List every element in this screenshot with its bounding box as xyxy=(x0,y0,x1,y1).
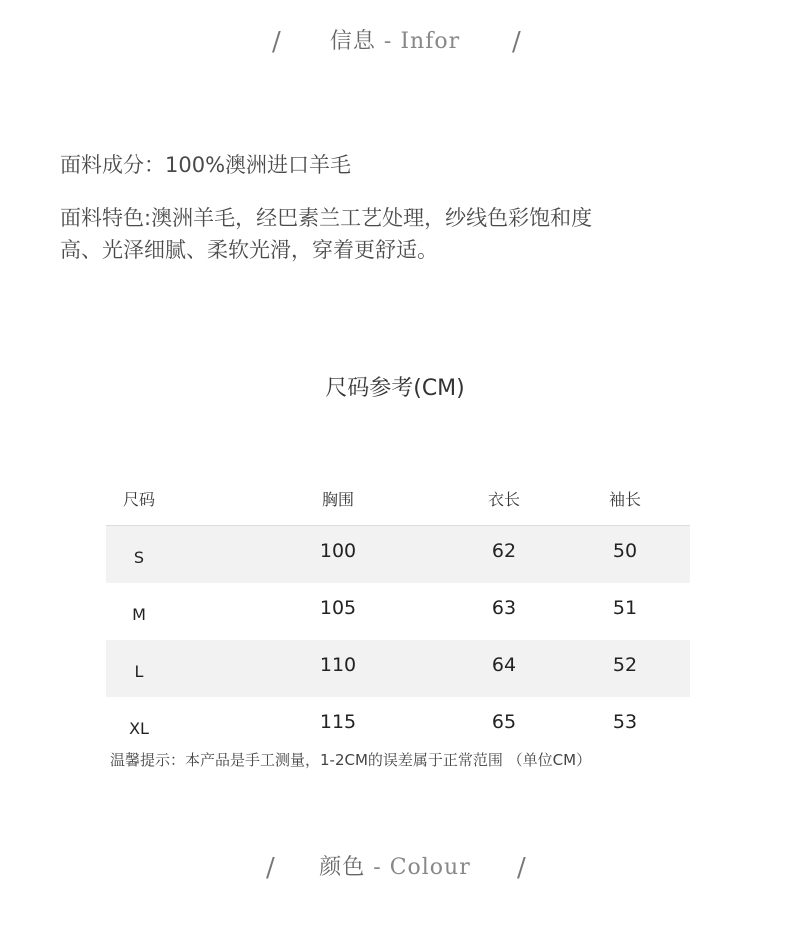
header-length: 衣长 xyxy=(487,490,520,509)
colour-section-heading xyxy=(0,848,790,888)
info-section-heading xyxy=(0,22,790,62)
heading-slash-left: / xyxy=(266,853,275,883)
heading-slash-right: / xyxy=(517,853,526,883)
colour-heading-en: Colour xyxy=(389,855,471,880)
sleeve-value: 50 xyxy=(612,540,638,562)
chest-value: 115 xyxy=(319,711,357,733)
size-value: M xyxy=(132,605,146,624)
chest-value: 100 xyxy=(319,540,357,562)
length-value: 63 xyxy=(491,597,517,619)
header-chest: 胸围 xyxy=(321,490,354,509)
size-chart-title: 尺码参考(CM) xyxy=(325,376,465,401)
fabric-feature-line-2: 高、光泽细腻、柔软光滑，穿着更舒适。 xyxy=(60,238,438,262)
colour-heading-title xyxy=(0,848,790,888)
info-heading-cn: 信息 xyxy=(329,29,376,54)
heading-slash-left: / xyxy=(272,27,281,57)
table-row xyxy=(106,640,690,697)
sleeve-value: 51 xyxy=(612,597,638,619)
colour-heading-separator: - xyxy=(365,855,390,880)
header-size: 尺码 xyxy=(122,490,155,509)
info-heading-title xyxy=(0,22,790,62)
heading-slash-right: / xyxy=(512,27,521,57)
sleeve-value: 52 xyxy=(612,654,638,676)
table-row xyxy=(106,697,690,754)
colour-heading-cn: 颜色 xyxy=(319,855,366,880)
fabric-composition: 面料成分：100%澳洲进口羊毛 xyxy=(60,153,352,177)
size-table xyxy=(106,482,690,754)
info-heading-en: Infor xyxy=(400,29,461,54)
info-heading-separator: - xyxy=(375,29,401,54)
size-table-header xyxy=(106,482,690,526)
table-row xyxy=(106,583,690,640)
size-value: XL xyxy=(129,719,149,738)
chest-value: 105 xyxy=(319,597,357,619)
size-value: S xyxy=(133,548,145,567)
header-sleeve: 袖长 xyxy=(608,490,641,509)
length-value: 65 xyxy=(491,711,517,733)
table-row xyxy=(106,526,690,583)
fabric-feature-line-1: 面料特色:澳洲羊毛，经巴素兰工艺处理，纱线色彩饱和度 xyxy=(60,206,593,230)
length-value: 64 xyxy=(491,654,517,676)
size-note: 温馨提示：本产品是手工测量，1-2CM的误差属于正常范围 （单位CM） xyxy=(110,751,592,769)
chest-value: 110 xyxy=(319,654,357,676)
length-value: 62 xyxy=(491,540,517,562)
sleeve-value: 53 xyxy=(612,711,638,733)
size-value: L xyxy=(134,662,144,681)
